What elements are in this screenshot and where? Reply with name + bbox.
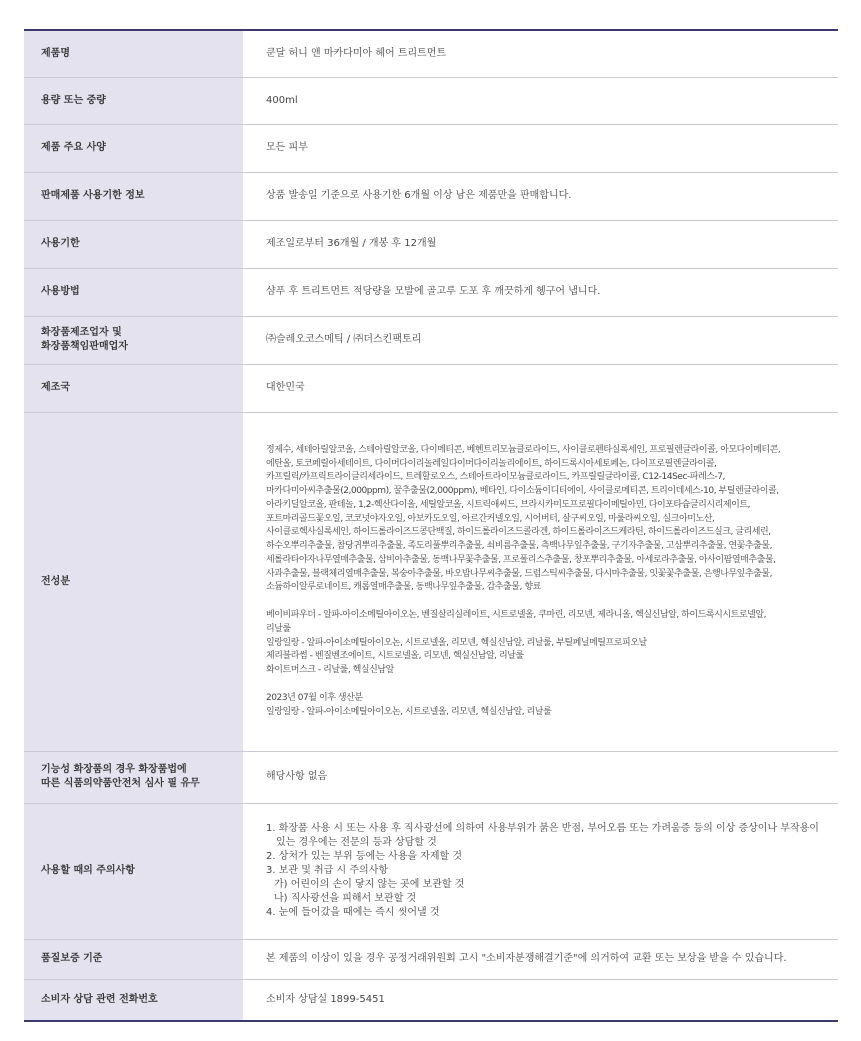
ingredient-line: 아라키딜알코올, 판테놀, 1,2-헥산다이올, 세틸알코올, 시트릭애씨드, 브라시카미도프로필다이메틸아민, 다이포타슘글리시리제이트, [266, 499, 751, 510]
label-line: 화장품제조업자 및 [41, 327, 122, 338]
ingredient-line: 사과추출물, 블랙체리열매추출물, 복숭아추출물, 바오밥나무씨추출물, 드럼스틱씨추출물, 다시마추출물, 잇꽃꽃추출물, 은행나무잎추출물, [266, 568, 773, 579]
functional-label [24, 751, 243, 803]
ingredient-line: 카프릴릭/카프릭트라이글리세라이드, 트레할로오스, 스테아트라이모늄클로라이드, 카프릴릴글라이콜, C12-14Sec-파레스-7, [266, 472, 725, 483]
fragrance-line: 체리블라썸 - 벤질벤조에이트, 시트로넬올, 리모넨, 헥실신남알, 리날룰 [266, 651, 524, 662]
table-row [24, 124, 838, 172]
label-line: 화장품책임판매업자 [41, 341, 128, 352]
caution-value [243, 803, 838, 939]
table-row-caution [24, 803, 838, 939]
ingredient-line: 정제수, 세테아릴알코올, 스테아릴알코올, 다이메티콘, 베헨트리모늄클로라이드, 사이클로펜타실록세인, 프로필렌글라이콜, 아모다이메티콘, [266, 444, 781, 455]
row-label-manufacturer [24, 316, 243, 364]
ingredient-line: 마카다미아씨추출물(2,000ppm), 꿀추출물(2,000ppm), 베타인, 다이소듐이디티에이, 사이클로메티콘, 트리이데세스-10, 부틸렌글라이콜, [266, 486, 779, 496]
fragrance-line: 리날룰 [266, 623, 291, 634]
product-info-table-wrapper [24, 29, 838, 1022]
caution-line: 가) 어린이의 손이 닿지 않는 곳에 보관할 것 [274, 879, 465, 890]
label-line: 기능성 화장품의 경우 화장품법에 [41, 764, 187, 775]
fragrance-line: 베이비파우더 - 알파-아이소메틸아이오논, 벤질살리실레이트, 시트로넬올, 쿠마린, 리모넨, 제라니올, 헥실신남알, 하이드록시시트로넬알, [266, 610, 767, 620]
row-value: 대한민국 [243, 364, 838, 412]
row-value: 400ml [243, 77, 838, 124]
row-value: 샴푸 후 트리트먼트 적당량을 모발에 골고루 도포 후 깨끗하게 헹구어 냅니다. [243, 268, 838, 316]
spacer [266, 595, 822, 609]
table-row [24, 751, 838, 803]
spacer [266, 678, 822, 692]
contact-value: 소비자 상담실 1899-5451 [266, 993, 385, 1005]
ingredients-value [243, 412, 838, 751]
ingredient-line: 하수오뿌리추출물, 참당귀뿌리추출물, 족도리풀뿌리추출물, 쇠비름추출물, 측백나무잎추출물, 구기자추출물, 고삼뿌리추출물, 연꽃추출물, [266, 541, 773, 551]
row-label: 제품명 [24, 30, 243, 77]
caution-line: 1. 화장품 사용 시 또는 사용 후 직사광선에 의하여 사용부위가 붉은 반점, 부어오름 또는 가려움증 등의 이상 증상이나 부작용이 [266, 823, 819, 834]
caution-line: 4. 눈에 들어갔을 때에는 즉시 씻어낼 것 [266, 907, 440, 918]
ingredient-line: 사이클로헥사실록세인, 하이드롤라이즈드콩단백질, 하이드롤라이즈드콜라겐, 하이드롤라이즈드케라틴, 하이드롤라이즈드실크, 글리세린, [266, 527, 771, 538]
ingredient-line: 포트마리골드꽃오일, 코코넛야자오일, 아보카도오일, 아르간커넬오일, 시어버터, 살구씨오일, 마룰라씨오일, 실크아미노산, [266, 513, 715, 524]
table-row [24, 77, 838, 124]
row-value: 제조일로부터 36개월 / 개봉 후 12개월 [243, 220, 838, 268]
fragrance-line: 화이트머스크 - 리날룰, 헥실신남알 [266, 665, 394, 675]
row-label: 제조국 [24, 364, 243, 412]
ingredient-line: 세롤라타야자나무열매추출물, 삼비아추출물, 동백나무꽃추출물, 프로폴리스추출물, 창포뿌리추출물, 아세로라추출물, 아사이팜열매추출물, [266, 554, 776, 565]
ingredient-line: 소듐하이알루로네이트, 캐롭열매추출물, 동백나무잎추출물, 감추출물, 향료 [266, 582, 541, 593]
row-label: 판매제품 사용기한 정보 [24, 172, 243, 220]
note-line: 2023년 07월 이후 생산분 [266, 692, 363, 703]
note-line: 일랑일랑 - 알파-아이소메틸아이오논, 시트로넬올, 리모넨, 헥실신남알, 리날룰 [266, 706, 552, 717]
row-label: 용량 또는 중량 [24, 77, 243, 124]
caution-label: 사용할 때의 주의사항 [24, 803, 243, 939]
caution-line: 나) 직사광선을 피해서 보관할 것 [274, 893, 417, 904]
table-row [24, 220, 838, 268]
table-row [24, 30, 838, 77]
table-row [24, 979, 838, 1021]
table-row [24, 268, 838, 316]
product-info-table [24, 29, 838, 1022]
table-row [24, 364, 838, 412]
row-label: 제품 주요 사양 [24, 124, 243, 172]
quality-label: 품질보증 기준 [24, 939, 243, 979]
caution-line: 3. 보관 및 취급 시 주의사항 [266, 865, 389, 876]
row-value: 모든 피부 [243, 124, 838, 172]
ingredients-label: 전성분 [24, 412, 243, 751]
row-label: 사용기한 [24, 220, 243, 268]
quality-value: 본 제품의 이상이 있을 경우 공정거래위원회 고시 "소비자분쟁해결기준"에 의거하여 교환 또는 보상을 받을 수 있습니다. [243, 939, 838, 979]
caution-line: 2. 상처가 있는 부위 등에는 사용을 자제할 것 [266, 851, 463, 862]
row-value: 쿤달 허니 앤 마카다미아 헤어 트리트먼트 [243, 30, 838, 77]
fragrance-line: 일랑일랑 - 알파-아이소메틸아이오논, 시트로넬올, 리모넨, 헥실신남알, 리날룰, 부틸페닐메틸프로피오날 [266, 637, 647, 648]
table-row [24, 316, 838, 364]
label-line: 따른 식품의약품안전처 심사 필 유무 [41, 778, 200, 789]
row-value: ㈜슬레오코스메틱 / ㈜더스킨팩토리 [243, 316, 838, 364]
table-row-ingredients [24, 412, 838, 751]
caution-line: 있는 경우에는 전문의 등과 상담할 것 [276, 837, 437, 848]
row-value: 상품 발송일 기준으로 사용기한 6개월 이상 남은 제품만을 판매합니다. [243, 172, 838, 220]
row-label: 사용방법 [24, 268, 243, 316]
table-row [24, 172, 838, 220]
ingredient-line: 에탄올, 토코페릴아세테이트, 다이머다이리놀레일다이머다이리놀리에이트, 하이드록시아세토페논, 다이프로필렌글라이콜, [266, 458, 717, 469]
contact-label: 소비자 상담 관련 전화번호 [24, 979, 243, 1021]
functional-value: 해당사항 없음 [243, 751, 838, 803]
table-row [24, 939, 838, 979]
